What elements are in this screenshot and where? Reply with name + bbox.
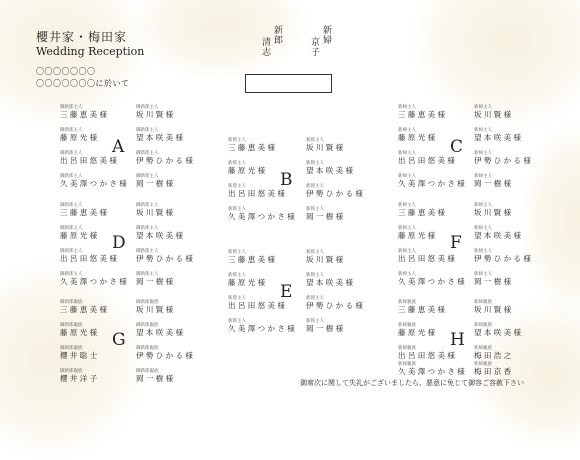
guest-seat: 新婦主人 望 本 咲 美 様 — [474, 226, 522, 240]
guest-seat: 御新郎親族 三 藤 恵 美 様 — [60, 300, 108, 314]
guest-seat: 新婦親族 坂 川 賢 様 — [474, 300, 512, 314]
guest-seat: 御新郎親族 櫻 井 聡 士 — [60, 346, 98, 360]
guest-seat: 御新郎主人 望 本 咲 美 様 — [136, 226, 184, 240]
guest-seat: 新婦主人 坂 川 賢 様 — [474, 203, 512, 217]
guest-seat: 新婦主人 久 美 澤 つ か さ 様 — [398, 272, 465, 286]
couple-table — [245, 74, 332, 93]
table-label-b: B — [280, 170, 293, 190]
guest-seat: 新婦主人 出 呂 田 悠 美 様 — [398, 249, 455, 263]
guest-seat: 御新郎主人 岡 一 樹 様 — [136, 174, 174, 188]
guest-seat: 御新郎主人 三 藤 恵 美 様 — [60, 203, 108, 217]
guest-seat: 新婦主人 伊 勢 ひ か る 様 — [474, 249, 531, 263]
guest-seat: 新郎主人 岡 一 樹 様 — [306, 207, 344, 221]
guest-seat: 新郎主人 伊 勢 ひ か る 様 — [306, 296, 363, 310]
guest-seat: 御新郎主人 久 美 澤 つ か さ 様 — [60, 272, 127, 286]
guest-seat: 新郎主人 三 藤 恵 美 様 — [228, 138, 276, 152]
table-label-d: D — [112, 233, 126, 253]
guest-seat: 御新郎親族 櫻 井 洋 子 — [60, 369, 98, 383]
guest-seat: 御新郎親族 藤 原 光 様 — [60, 323, 98, 337]
guest-seat: 新郎主人 岡 一 樹 様 — [306, 319, 344, 333]
table-label-c: C — [450, 137, 464, 157]
guest-seat: 新婦親族 藤 原 光 様 — [398, 323, 436, 337]
guest-seat: 新郎主人 望 本 咲 美 様 — [306, 273, 354, 287]
guest-seat: 御新郎親族 伊 勢 ひ か る 様 — [136, 346, 193, 360]
guest-seat: 御新郎親族 岡 一 樹 様 — [136, 369, 174, 383]
event-info-line-2: 〇〇〇〇〇〇〇に於いて — [36, 79, 130, 88]
table-label-e: E — [280, 282, 293, 302]
guest-seat: 新郎主人 藤 原 光 様 — [228, 273, 266, 287]
guest-seat: 御新郎主人 三 藤 恵 美 様 — [60, 105, 108, 119]
guest-seat: 新婦主人 久 美 澤 つ か さ 様 — [398, 174, 465, 188]
guest-seat: 御新郎主人 藤 原 光 様 — [60, 128, 98, 142]
event-info-line-1: 〇〇〇〇〇〇〇 — [36, 67, 96, 76]
guest-seat: 新郎主人 三 藤 恵 美 様 — [228, 250, 276, 264]
guest-seat: 御新郎主人 出 呂 田 悠 美 様 — [60, 249, 117, 263]
table-label-a: A — [112, 137, 125, 157]
guest-seat: 新婦主人 望 本 咲 美 様 — [474, 128, 522, 142]
guest-seat: 御新郎主人 出 呂 田 悠 美 様 — [60, 151, 117, 165]
guest-seat: 新婦主人 藤 原 光 様 — [398, 226, 436, 240]
bride-label: 新婦 — [321, 25, 331, 45]
guest-seat: 御新郎主人 伊 勢 ひ か る 様 — [136, 249, 193, 263]
guest-seat: 新婦親族 梅 田 京 香 — [474, 362, 512, 376]
groom-label: 新郎 — [272, 25, 282, 45]
guest-seat: 新郎主人 坂 川 賢 様 — [306, 138, 344, 152]
guest-seat: 新婦親族 久 美 澤 つ か さ 様 — [398, 362, 465, 376]
apology-note: 御席次に関して失礼がございましたら、悪意に免じて御容ご容赦下さい — [300, 379, 524, 387]
guest-seat: 御新郎主人 望 本 咲 美 様 — [136, 128, 184, 142]
guest-seat: 新婦親族 出 呂 田 悠 美 様 — [398, 346, 455, 360]
guest-seat: 新郎主人 坂 川 賢 様 — [306, 250, 344, 264]
guest-seat: 御新郎主人 久 美 澤 つ か さ 様 — [60, 174, 127, 188]
guest-seat: 御新郎主人 伊 勢 ひ か る 様 — [136, 151, 193, 165]
guest-seat: 御新郎主人 坂 川 賢 様 — [136, 105, 174, 119]
guest-seat: 新婦親族 三 藤 恵 美 様 — [398, 300, 446, 314]
guest-seat: 新婦主人 伊 勢 ひ か る 様 — [474, 151, 531, 165]
guest-seat: 新婦主人 岡 一 樹 様 — [474, 174, 512, 188]
event-title: 櫻井家・梅田家 — [36, 30, 128, 44]
guest-seat: 新郎主人 久 美 澤 つ か さ 様 — [228, 207, 295, 221]
guest-seat: 新婦主人 三 藤 恵 美 様 — [398, 105, 446, 119]
guest-seat: 新郎主人 伊 勢 ひ か る 様 — [306, 184, 363, 198]
guest-seat: 新婦主人 三 藤 恵 美 様 — [398, 203, 446, 217]
guest-seat: 新婦主人 藤 原 光 様 — [398, 128, 436, 142]
groom-name: 清志 — [260, 37, 270, 57]
guest-seat: 新婦親族 望 本 咲 美 様 — [474, 323, 522, 337]
guest-seat: 新婦主人 坂 川 賢 様 — [474, 105, 512, 119]
guest-seat: 新郎主人 久 美 澤 つ か さ 様 — [228, 319, 295, 333]
event-subtitle: Wedding Reception — [36, 45, 145, 58]
guest-seat: 御新郎親族 望 本 咲 美 様 — [136, 323, 184, 337]
guest-seat: 新郎主人 望 本 咲 美 様 — [306, 161, 354, 175]
guest-seat: 新郎主人 出 呂 田 悠 美 様 — [228, 184, 285, 198]
table-label-g: G — [112, 330, 126, 350]
guest-seat: 御新郎主人 岡 一 樹 様 — [136, 272, 174, 286]
floral-decoration-top-center — [130, 0, 310, 80]
guest-seat: 新婦親族 梅 田 浩 之 — [474, 346, 512, 360]
guest-seat: 御新郎主人 藤 原 光 様 — [60, 226, 98, 240]
guest-seat: 御新郎主人 坂 川 賢 様 — [136, 203, 174, 217]
table-label-f: F — [450, 233, 462, 253]
guest-seat: 新婦主人 岡 一 樹 様 — [474, 272, 512, 286]
guest-seat: 御新郎親族 坂 川 賢 様 — [136, 300, 174, 314]
bride-name: 京子 — [309, 37, 319, 57]
guest-seat: 新郎主人 藤 原 光 様 — [228, 161, 266, 175]
table-label-h: H — [450, 330, 465, 350]
guest-seat: 新郎主人 出 呂 田 悠 美 様 — [228, 296, 285, 310]
guest-seat: 新婦主人 出 呂 田 悠 美 様 — [398, 151, 455, 165]
